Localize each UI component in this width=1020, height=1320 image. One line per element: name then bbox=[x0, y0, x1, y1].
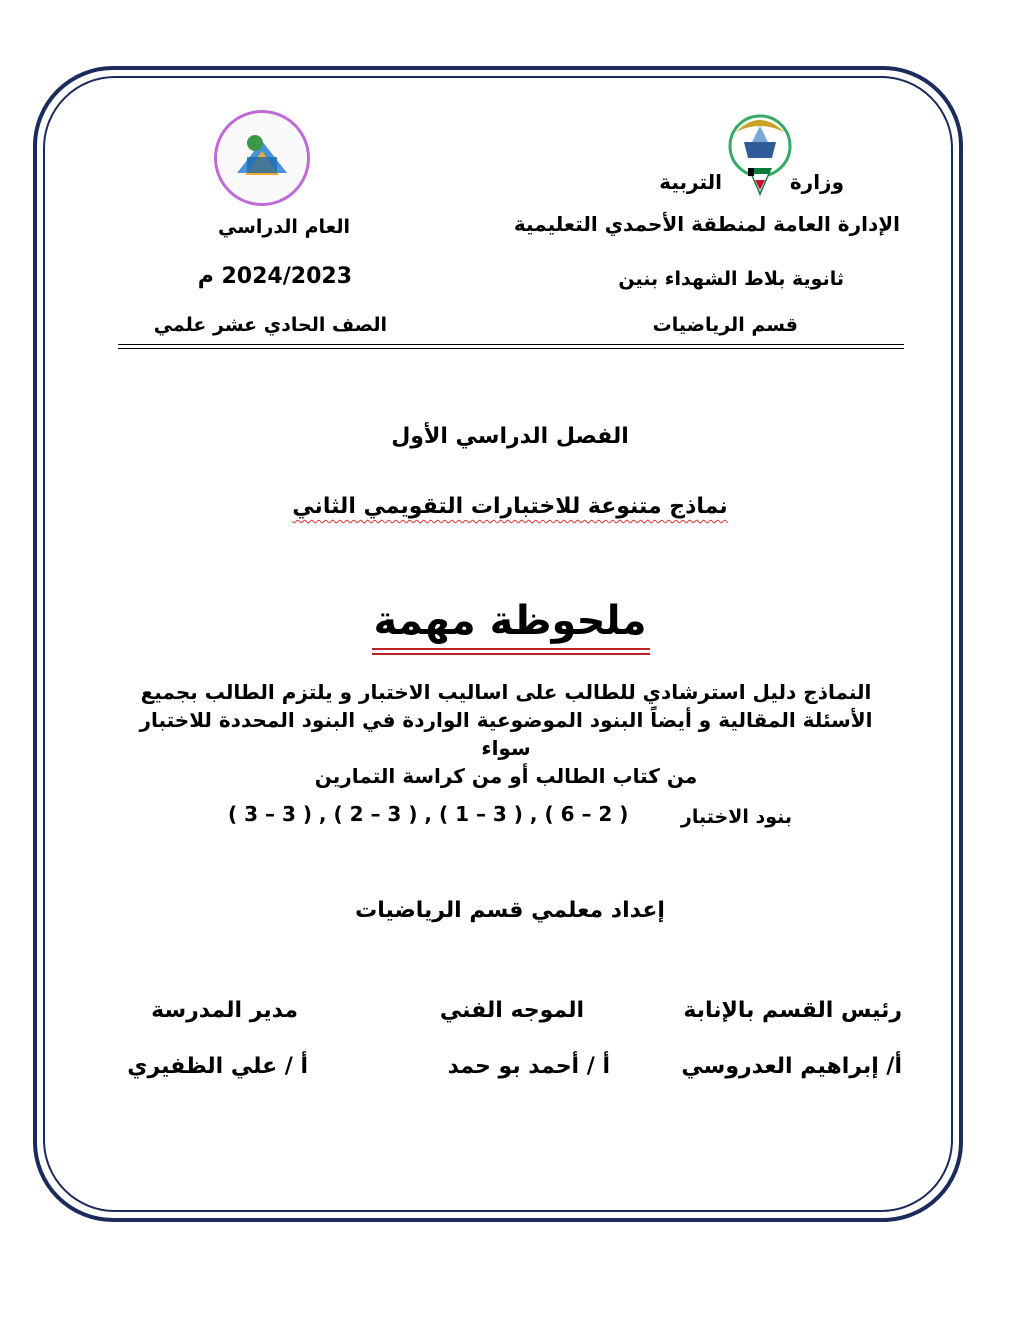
grade-label: الصف الحادي عشر علمي bbox=[153, 314, 387, 336]
ministry-word-1: وزارة bbox=[789, 170, 844, 194]
directorate-name: الإدارة العامة لمنطقة الأحمدي التعليمية bbox=[513, 212, 900, 236]
school-logo-icon bbox=[214, 110, 310, 206]
header-divider-1 bbox=[118, 344, 904, 345]
test-items-label: بنود الاختبار bbox=[680, 806, 792, 828]
note-line-3: من كتاب الطالب أو من كراسة التمارين bbox=[314, 764, 698, 788]
note-paragraph bbox=[120, 678, 892, 790]
note-title-underline-1 bbox=[372, 648, 650, 650]
ministry-word-2: التربية bbox=[659, 170, 722, 194]
prepared-by: إعداد معلمي قسم الرياضيات bbox=[355, 898, 665, 923]
subtitle-text: نماذج متنوعة للاختبارات التقويمي الثاني bbox=[292, 494, 728, 519]
head-of-dept-name: أ/ إبراهيم العدروسي bbox=[681, 1054, 902, 1079]
academic-year-value: 2024/2023 م bbox=[197, 264, 352, 289]
academic-year-label: العام الدراسي bbox=[217, 216, 350, 238]
head-of-dept-title: رئيس القسم بالإنابة bbox=[683, 998, 902, 1023]
kuwait-emblem-icon bbox=[722, 112, 798, 200]
principal-title: مدير المدرسة bbox=[151, 998, 298, 1023]
note-line-1: النماذج دليل استرشادي للطالب على اساليب الاختبار و يلتزم الطالب بجميع bbox=[140, 680, 872, 704]
school-name: ثانوية بلاط الشهداء بنين bbox=[618, 268, 844, 290]
semester-title: الفصل الدراسي الأول bbox=[391, 424, 629, 449]
subtitle bbox=[0, 494, 1020, 519]
department-name: قسم الرياضيات bbox=[652, 314, 798, 336]
header-divider-2 bbox=[118, 348, 904, 349]
supervisor-name: أ / أحمد بو حمد bbox=[447, 1054, 610, 1079]
note-title: ملحوظة مهمة bbox=[373, 598, 647, 644]
page-border-inner bbox=[43, 76, 953, 1212]
test-items-value: ( 3 – 3 ) , ( 2 – 3 ) , ( 1 – 3 ) , ( 6 – 2 ) bbox=[228, 802, 629, 826]
supervisor-title: الموجه الفني bbox=[439, 998, 584, 1023]
principal-name: أ / علي الظفيري bbox=[127, 1054, 308, 1079]
note-line-2: الأسئلة المقالية و أيضاً البنود الموضوعية الواردة في البنود المحددة للاختبار سواء bbox=[139, 708, 873, 760]
note-title-underline-2 bbox=[372, 653, 650, 655]
